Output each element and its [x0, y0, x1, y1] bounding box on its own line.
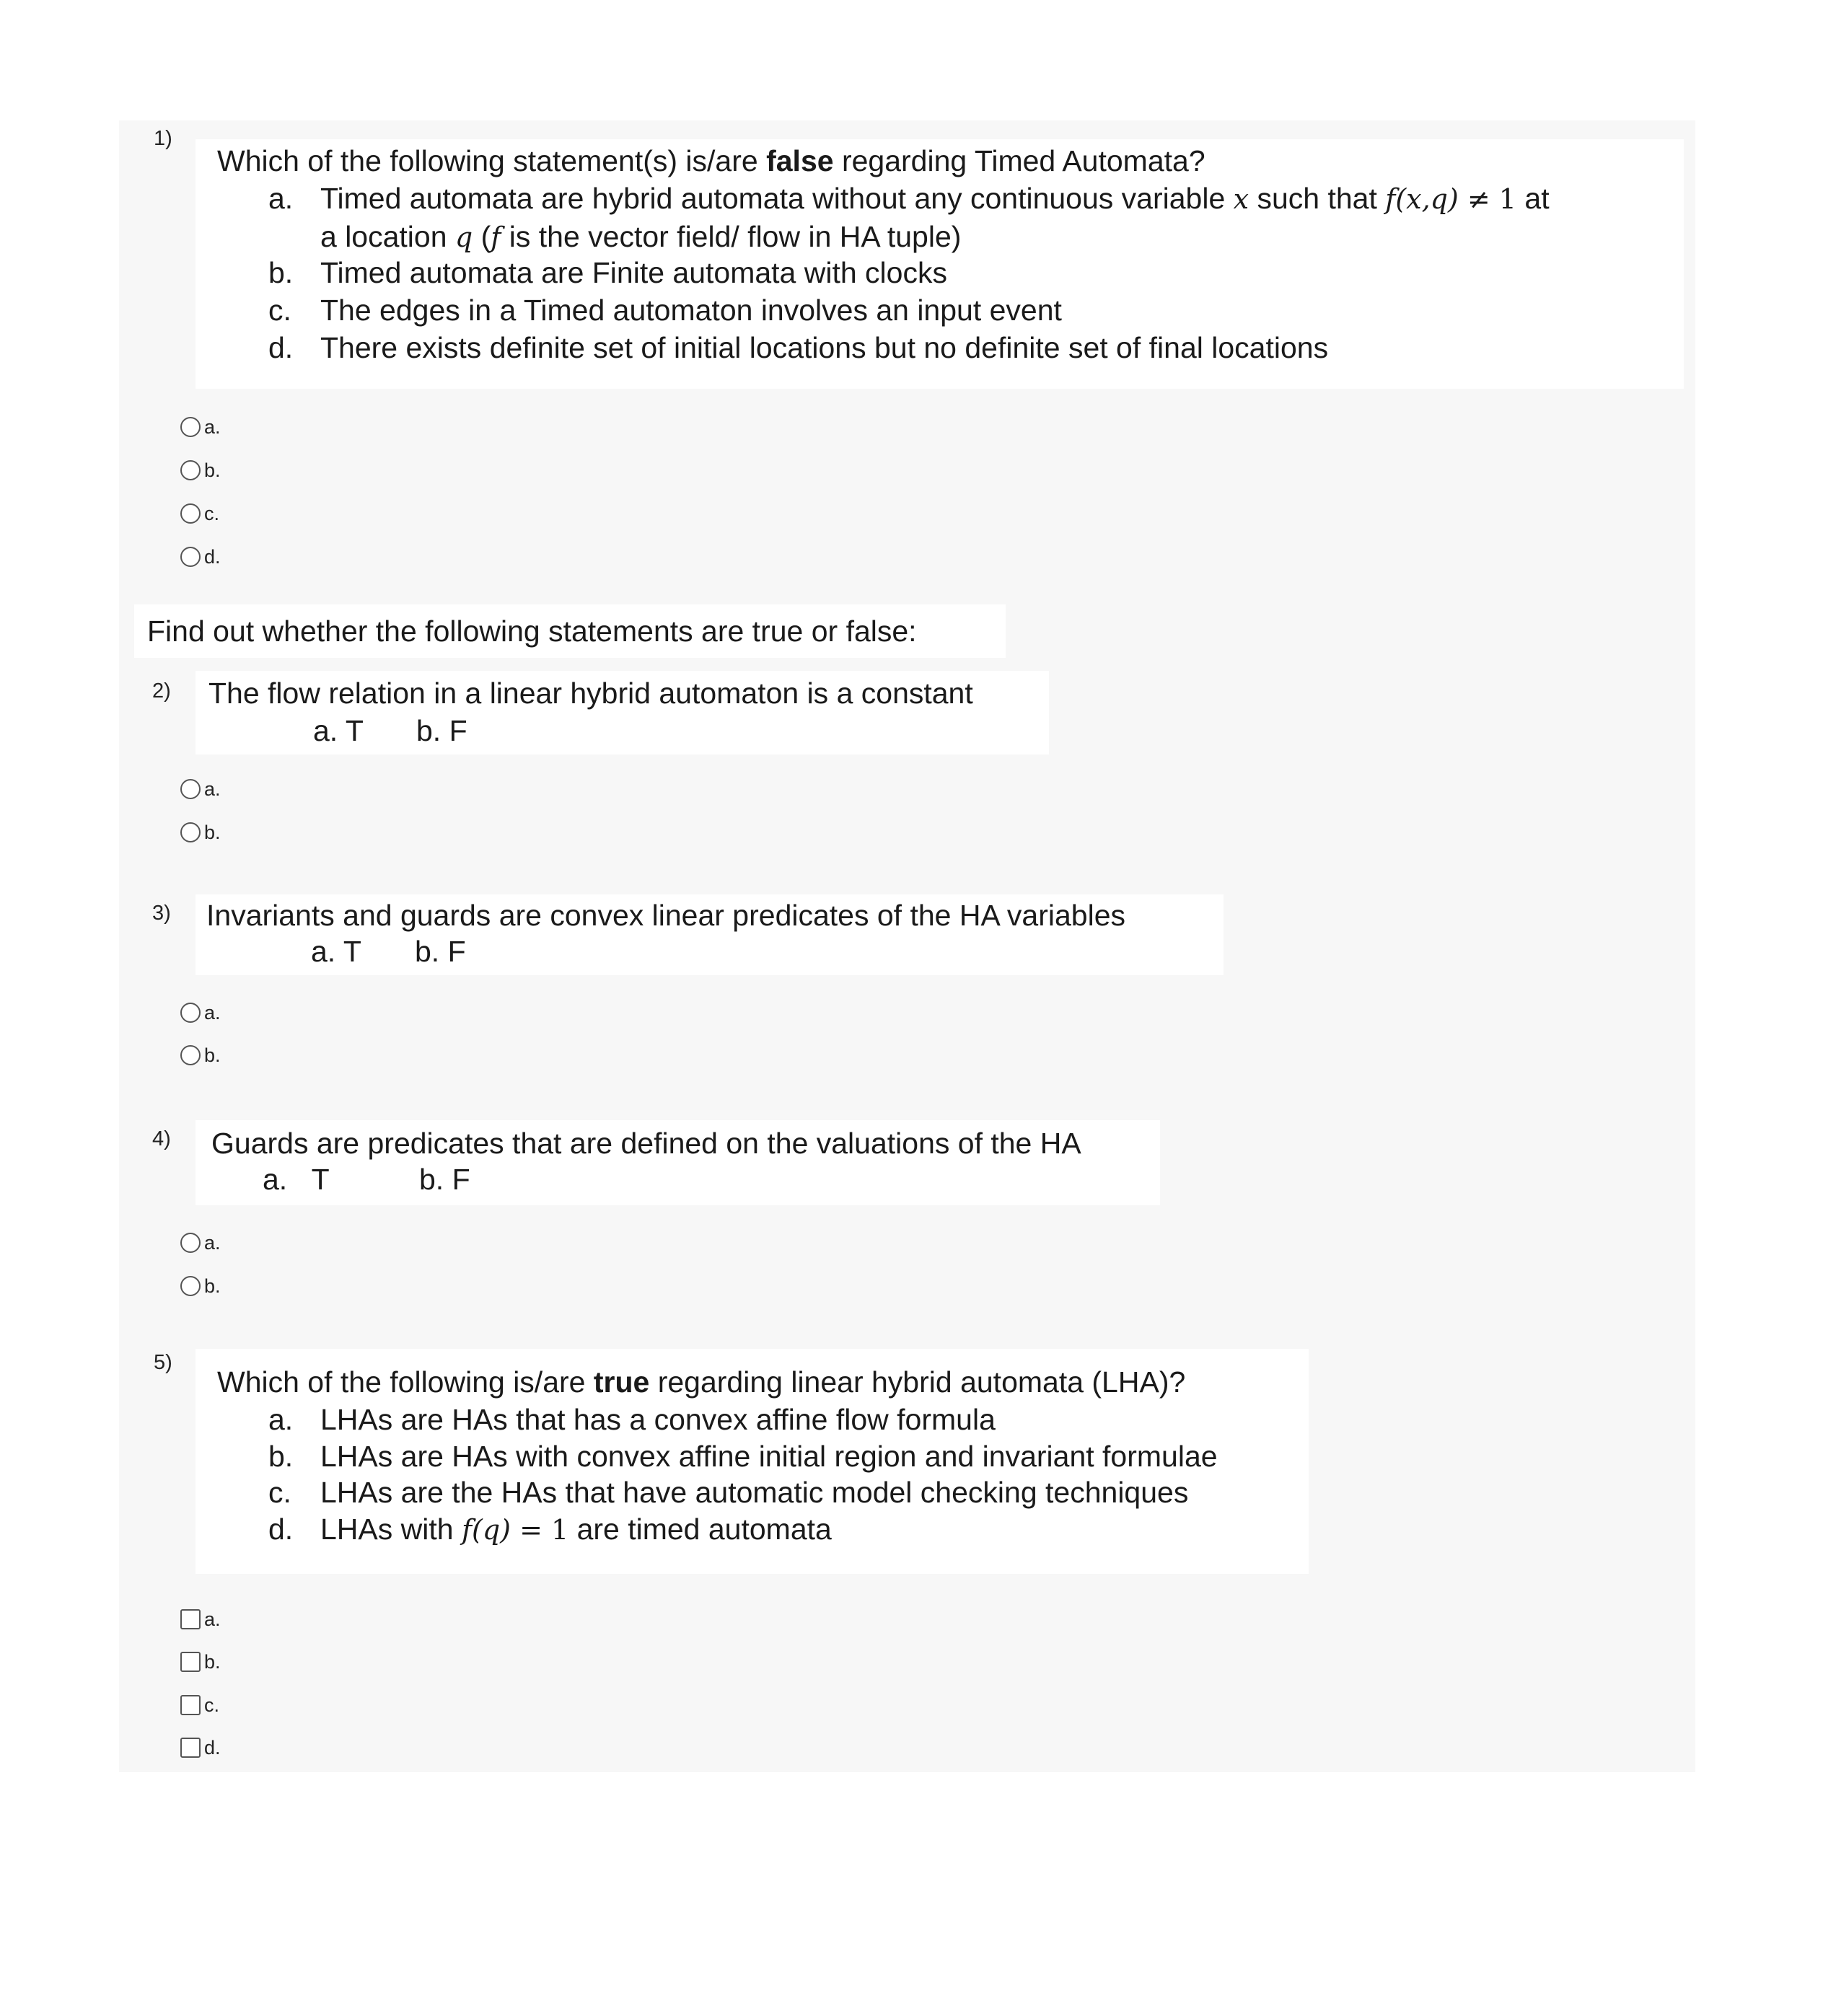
question-1-option-b: b. Timed automata are Finite automata with clocks — [268, 256, 947, 289]
question-5-option-a: a. LHAs are HAs that has a convex affine flow formula — [268, 1403, 996, 1436]
question-4-text: Guards are predicates that are defined on the valuations of the HA — [211, 1127, 1081, 1160]
question-number: 5) — [154, 1351, 172, 1374]
radio-button[interactable] — [180, 1003, 201, 1023]
answer-checkbox-a[interactable]: a. — [180, 1606, 221, 1632]
answer-choice-b[interactable]: b. — [180, 819, 221, 845]
checkbox[interactable] — [180, 1609, 201, 1629]
answer-choice-b[interactable]: b. — [180, 1273, 221, 1299]
answer-choice-a[interactable]: a. — [180, 1000, 221, 1026]
radio-button[interactable] — [180, 779, 201, 799]
question-5-option-b: b. LHAs are HAs with convex affine initial region and invariant formulae — [268, 1440, 1218, 1473]
answer-checkbox-b[interactable]: b. — [180, 1649, 221, 1675]
instruction-text: Find out whether the following statements are true or false: — [147, 615, 917, 648]
answer-choice-a[interactable]: a. — [180, 776, 221, 802]
question-5-text: Which of the following is/are true regarding linear hybrid automata (LHA)? — [217, 1365, 1186, 1399]
answer-choice-d[interactable]: d. — [180, 544, 221, 570]
radio-button[interactable] — [180, 1233, 201, 1253]
question-2-option-true: a. T — [313, 714, 364, 747]
question-1-option-d: d. There exists definite set of initial locations but no definite set of final locations — [268, 331, 1329, 364]
question-number: 1) — [154, 127, 172, 150]
answer-choice-b[interactable]: b. — [180, 1042, 221, 1068]
question-number: 3) — [152, 902, 171, 925]
radio-button[interactable] — [180, 547, 201, 567]
checkbox[interactable] — [180, 1695, 201, 1715]
answer-choice-a[interactable]: a. — [180, 1230, 221, 1256]
answer-choice-a[interactable]: a. — [180, 414, 221, 440]
radio-button[interactable] — [180, 460, 201, 480]
question-3-box — [196, 894, 1224, 975]
radio-button[interactable] — [180, 503, 201, 524]
question-4-box — [196, 1120, 1160, 1205]
radio-button[interactable] — [180, 822, 201, 842]
question-1-option-a: a. Timed automata are hybrid automata without any continuous variable x such that f(x,q) ≠ 1 at a location q (f is the vector field/ flow in HA tuple) — [268, 182, 1550, 253]
question-5-option-c: c. LHAs are the HAs that have automatic model checking techniques — [268, 1476, 1189, 1509]
question-5-box — [196, 1349, 1309, 1574]
answer-choice-b[interactable]: b. — [180, 457, 221, 483]
question-3-text: Invariants and guards are convex linear predicates of the HA variables — [206, 899, 1126, 932]
question-3-option-false: b. F — [415, 935, 466, 968]
question-4-option-true: a. T — [263, 1163, 330, 1196]
answer-choice-c[interactable]: c. — [180, 501, 219, 527]
question-number: 4) — [152, 1127, 171, 1150]
question-1-box — [196, 139, 1684, 389]
question-2-text: The flow relation in a linear hybrid automaton is a constant — [208, 677, 973, 710]
question-1-option-c: c. The edges in a Timed automaton involves an input event — [268, 294, 1062, 327]
instruction-box — [134, 604, 1006, 658]
question-2-box — [196, 671, 1049, 754]
answer-checkbox-d[interactable]: d. — [180, 1735, 221, 1761]
question-4-option-false: b. F — [419, 1163, 470, 1196]
question-5-option-d: d. LHAs with f(q) = 1 are timed automata — [268, 1513, 832, 1546]
question-3-option-true: a. T — [311, 935, 361, 968]
question-number: 2) — [152, 679, 171, 703]
radio-button[interactable] — [180, 1045, 201, 1065]
question-1-text: Which of the following statement(s) is/are false regarding Timed Automata? — [217, 144, 1205, 177]
question-2-option-false: b. F — [416, 714, 467, 747]
checkbox[interactable] — [180, 1652, 201, 1672]
radio-button[interactable] — [180, 417, 201, 437]
answer-checkbox-c[interactable]: c. — [180, 1692, 219, 1718]
radio-button[interactable] — [180, 1276, 201, 1296]
checkbox[interactable] — [180, 1738, 201, 1758]
